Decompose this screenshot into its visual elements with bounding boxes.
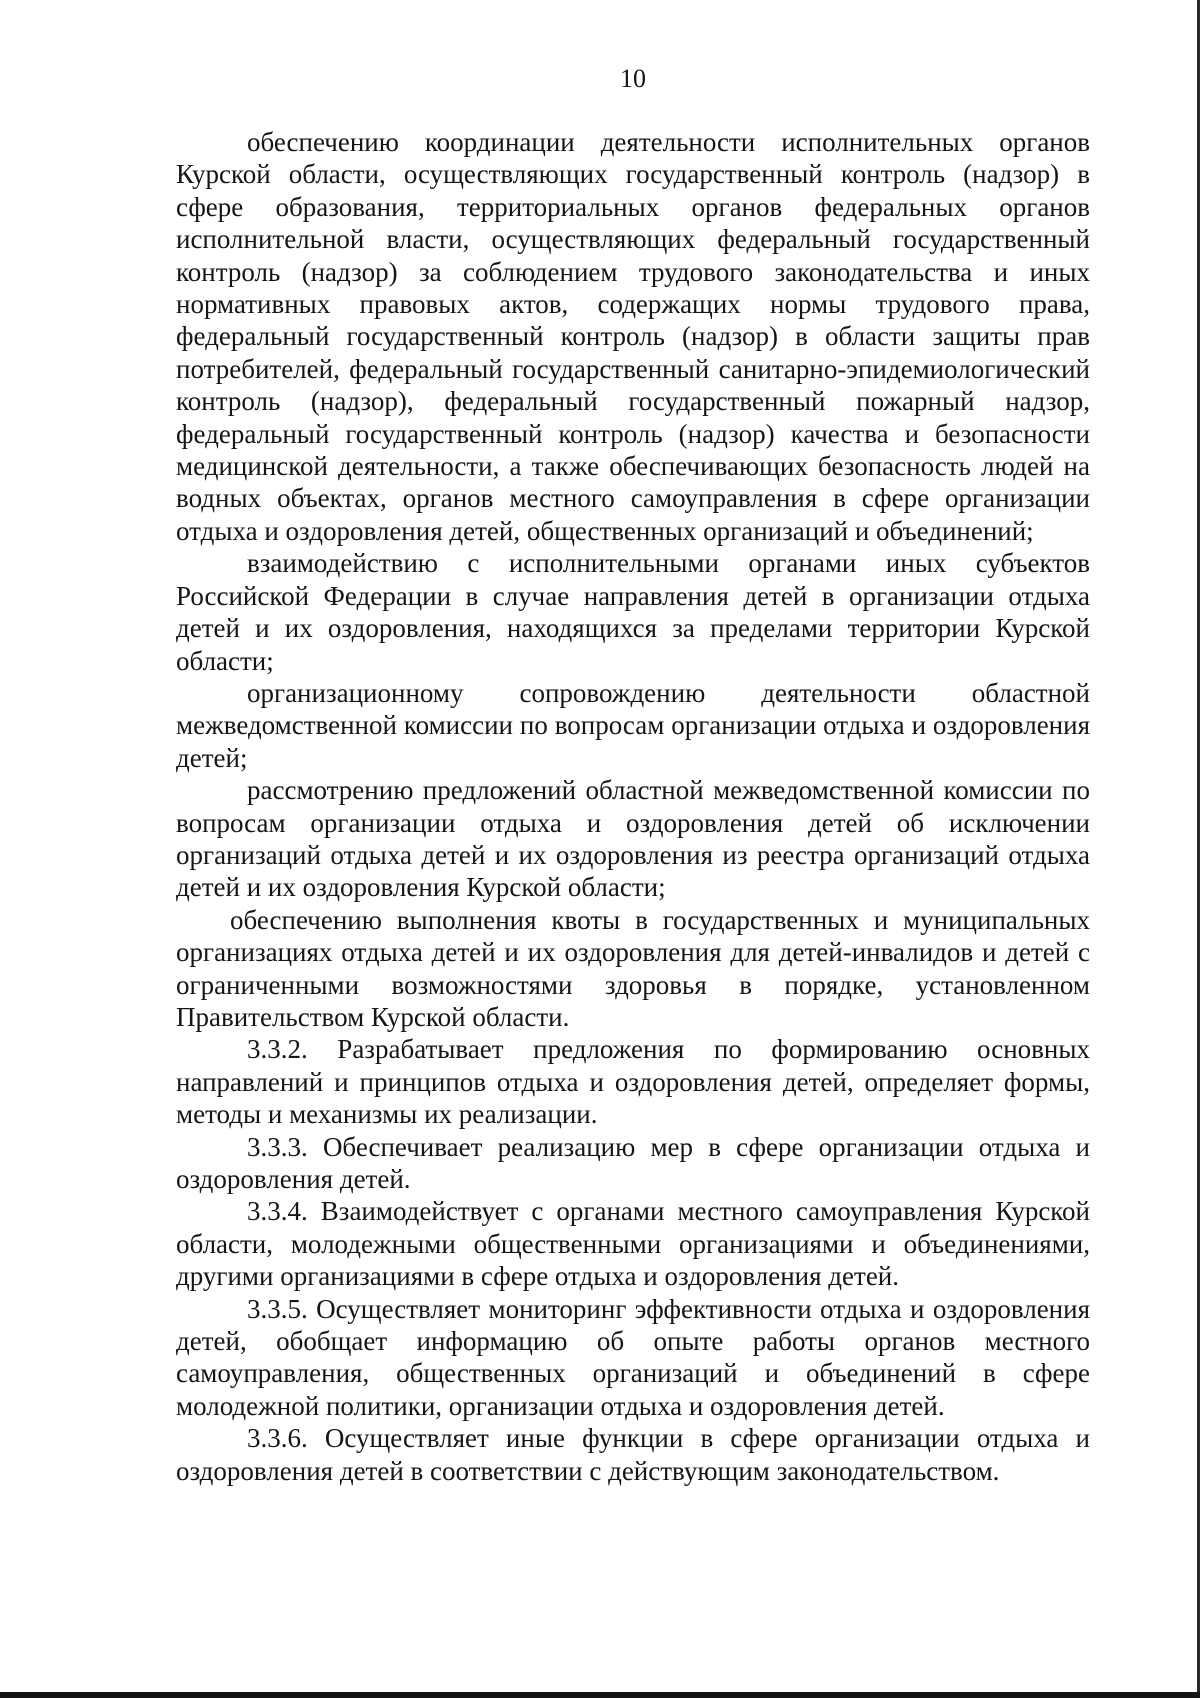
paragraph-quota: обеспечению выполнения квоты в государственных и муниципальных организациях отдыха детей и их оздоровления для детей-инвалидов и детей с ограниченными возможностями здоровья в порядке, установленном Правительством Курской области. — [176, 904, 1090, 1032]
paragraph-coordination: обеспечению координации деятельности исполнительных органов Курской области, осуществляющих государственный контроль (надзор) в сфере образования, территориальных органов федеральных органов исполнительной власти, осуществляющих федеральный государственный контроль (надзор) за соблюдением трудового законодательства и иных нормативных правовых актов, содержащих нормы трудового права, федеральный государственный контроль (надзор) в области защиты прав потребителей, федеральный государственный санитарно-эпидемиологический контроль (надзор), федеральный государственный пожарный надзор, федеральный государственный контроль (надзор) качества и безопасности медицинской деятельности, а также обеспечивающих безопасность людей на водных объектах, органов местного самоуправления в сфере организации отдыха и оздоровления детей, общественных организаций и объединений; — [176, 127, 1090, 546]
paragraph-commission-proposals: рассмотрению предложений областной межведомственной комиссии по вопросам организации отдыха и оздоровления детей об исключении организаций отдыха детей и их оздоровления из реестра организаций отдыха детей и их оздоровления Курской области; — [176, 775, 1090, 903]
paragraph-3-3-3: 3.3.3. Обеспечивает реализацию мер в сфере организации отдыха и оздоровления детей. — [176, 1131, 1090, 1194]
paragraph-commission-support: организационному сопровождению деятельности областной межведомственной комиссии по вопросам организации отдыха и оздоровления детей; — [176, 677, 1090, 773]
paragraph-3-3-5: 3.3.5. Осуществляет мониторинг эффективности отдыха и оздоровления детей, обобщает информацию об опыте работы органов местного самоуправления, общественных организаций и объединений в сфере молодежной политики, организации отдыха и оздоровления детей. — [176, 1293, 1090, 1421]
page-number: 10 — [620, 64, 646, 93]
paragraph-3-3-4: 3.3.4. Взаимодействует с органами местного самоуправления Курской области, молодежными общественными организациями и объединениями, другими организациями в сфере отдыха и оздоровления детей. — [176, 1196, 1090, 1292]
scan-edge-bottom — [0, 1692, 1200, 1698]
paragraph-interaction-subjects: взаимодействию с исполнительными органами иных субъектов Российской Федерации в случае направления детей в организации отдыха детей и их оздоровления, находящихся за пределами территории Курской области; — [176, 548, 1090, 676]
paragraph-3-3-6: 3.3.6. Осуществляет иные функции в сфере организации отдыха и оздоровления детей в соответствии с действующим законодательством. — [176, 1423, 1090, 1486]
paragraph-3-3-2: 3.3.2. Разрабатывает предложения по формированию основных направлений и принципов отдыха и оздоровления детей, определяет формы, методы и механизмы их реализации. — [176, 1034, 1090, 1130]
document-body — [176, 126, 1090, 1487]
